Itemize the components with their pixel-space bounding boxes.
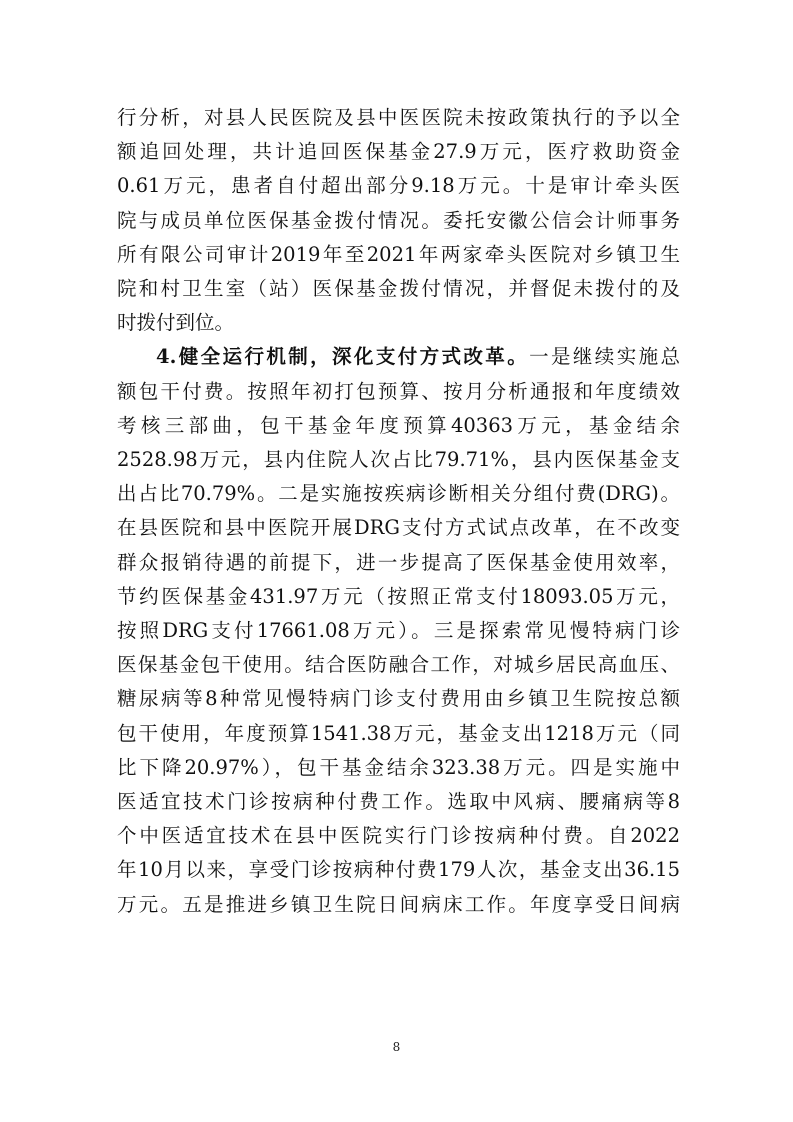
- text-line: 所有限公司审计2019年至2021年两家牵头医院对乡镇卫生: [117, 242, 680, 266]
- text-line: 糖尿病等8种常见慢特病门诊支付费用由乡镇卫生院按总额: [117, 687, 680, 711]
- text-line: 出占比70.79%。二是实施按疾病诊断相关分组付费(DRG)。: [117, 482, 680, 506]
- text-line: 比下降20.97%），包干基金结余323.38万元。四是实施中: [117, 755, 680, 779]
- text-line: 在县医院和县中医院开展DRG支付方式试点改革，在不改变: [117, 516, 680, 540]
- text-line: 0.61万元，患者自付超出部分9.18万元。十是审计牵头医: [117, 174, 680, 198]
- text-line: 按照DRG支付17661.08万元）。三是探索常见慢特病门诊: [117, 619, 680, 642]
- text-line: 额追回处理，共计追回医保基金27.9万元，医疗救助资金: [117, 140, 680, 164]
- text-line: 院和村卫生室（站）医保基金拨付情况，并督促未拨付的及: [117, 277, 680, 300]
- text-line: 包干使用，年度预算1541.38万元，基金支出1218万元（同: [117, 721, 680, 745]
- section-heading-line: [156, 342, 680, 372]
- text-line: 院与成员单位医保基金拨付情况。委托安徽公信会计师事务: [117, 208, 680, 232]
- section-heading: 4.健全运行机制，深化支付方式改革。: [156, 345, 530, 369]
- text-line: 考核三部曲，包干基金年度预算40363万元，基金结余: [117, 413, 680, 437]
- text-run: 一是继续实施总: [529, 345, 680, 369]
- text-line: 行分析，对县人民医院及县中医医院未按政策执行的予以全: [117, 106, 680, 129]
- text-line: 医保基金包干使用。结合医防融合工作，对城乡居民高血压、: [117, 653, 680, 677]
- text-line: 个中医适宜技术在县中医院实行门诊按病种付费。自2022: [117, 824, 680, 848]
- text-line: 时拨付到位。: [117, 311, 235, 335]
- text-line: 2528.98万元，县内住院人次占比79.71%，县内医保基金支: [117, 448, 680, 471]
- page-number: 8: [392, 1040, 401, 1054]
- text-line: 群众报销待遇的前提下，进一步提高了医保基金使用效率，: [117, 550, 680, 574]
- text-line: 医适宜技术门诊按病种付费工作。选取中风病、腰痛病等8: [117, 790, 680, 813]
- text-line: 额包干付费。按照年初打包预算、按月分析通报和年度绩效: [117, 379, 680, 403]
- text-line: 节约医保基金431.97万元（按照正常支付18093.05万元，: [117, 584, 680, 608]
- text-line: 年10月以来，享受门诊按病种付费179人次，基金支出36.15: [117, 858, 680, 882]
- text-line: 万元。五是推进乡镇卫生院日间病床工作。年度享受日间病: [117, 892, 680, 916]
